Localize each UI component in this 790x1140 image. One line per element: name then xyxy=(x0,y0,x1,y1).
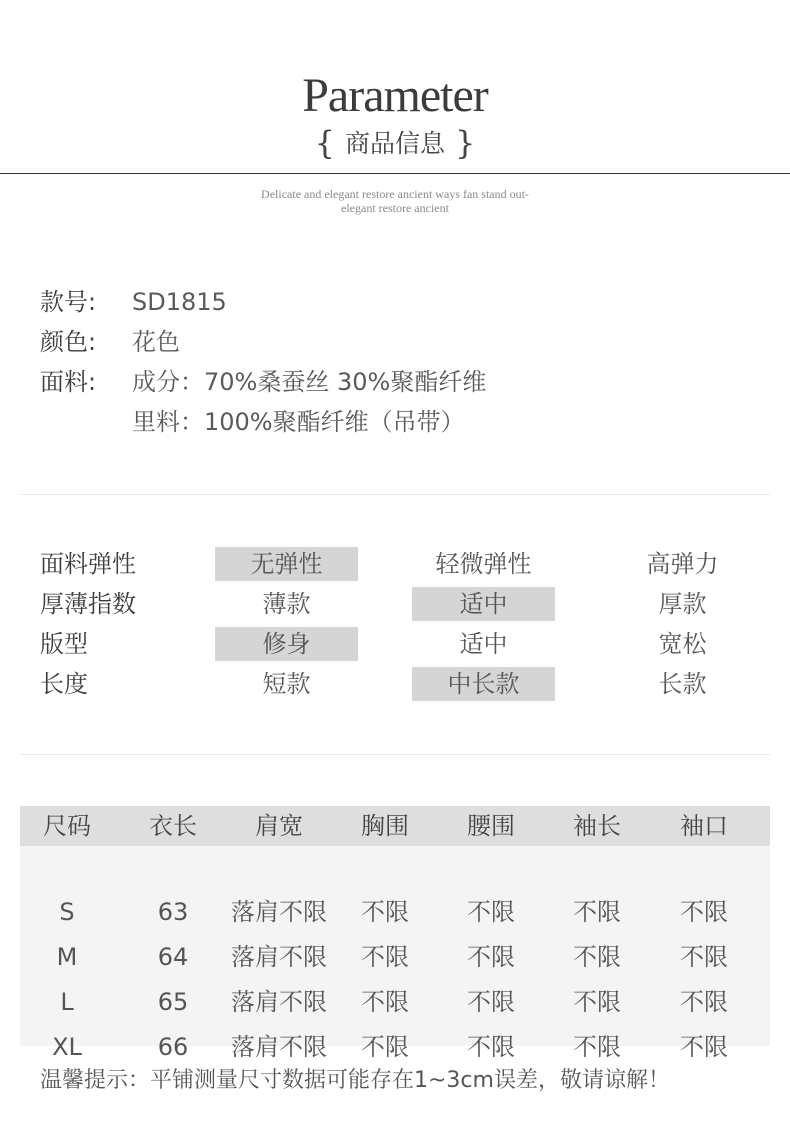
table-row xyxy=(20,1027,770,1067)
subtitle-text: 商品信息 xyxy=(344,129,445,158)
attribute-grid xyxy=(0,545,790,705)
size-table-body xyxy=(20,846,770,1061)
table-cell: 不限 xyxy=(680,988,728,1016)
column-header: 尺码 xyxy=(43,812,91,840)
table-cell: 落肩不限 xyxy=(231,1033,327,1061)
section-divider xyxy=(20,754,770,755)
column-header: 胸围 xyxy=(361,812,409,840)
attribute-option: 短款 xyxy=(262,670,311,698)
column-header: 袖长 xyxy=(573,812,621,840)
table-cell: 不限 xyxy=(680,898,728,926)
table-cell: 不限 xyxy=(573,898,621,926)
attribute-option: 无弹性 xyxy=(215,547,358,581)
attribute-row xyxy=(0,585,790,625)
tagline-line-2: elegant restore ancient xyxy=(341,201,449,215)
table-cell: 64 xyxy=(157,943,189,971)
param-value: 里料：100%聚酯纤维（吊带） xyxy=(132,408,465,436)
table-row xyxy=(20,892,770,932)
column-header: 腰围 xyxy=(467,812,515,840)
table-cell: S xyxy=(59,898,75,926)
table-cell: 不限 xyxy=(680,1033,728,1061)
table-cell: 不限 xyxy=(573,988,621,1016)
size-table xyxy=(20,806,770,1061)
attribute-label: 厚薄指数 xyxy=(40,590,136,618)
table-row xyxy=(20,937,770,977)
left-brace: { xyxy=(314,124,335,162)
attribute-option: 宽松 xyxy=(658,630,707,658)
table-cell: 落肩不限 xyxy=(231,898,327,926)
attribute-option: 厚款 xyxy=(658,590,707,618)
right-brace: } xyxy=(455,124,476,162)
section-divider xyxy=(20,494,770,495)
column-header: 袖口 xyxy=(680,812,728,840)
attribute-row xyxy=(0,545,790,585)
attribute-row xyxy=(0,665,790,705)
attribute-option: 薄款 xyxy=(262,590,311,618)
attribute-label: 版型 xyxy=(40,630,88,658)
measurement-tip: 温馨提示：平铺测量尺寸数据可能存在1~3cm误差，敬请谅解！ xyxy=(40,1068,670,1093)
param-label: 颜色: xyxy=(40,328,97,356)
table-cell: 不限 xyxy=(467,943,515,971)
table-cell: 落肩不限 xyxy=(231,988,327,1016)
table-cell: 不限 xyxy=(361,988,409,1016)
table-row xyxy=(20,982,770,1022)
param-value: 成分：70%桑蚕丝 30%聚酯纤维 xyxy=(132,368,487,396)
param-value: 花色 xyxy=(132,328,180,356)
attribute-option: 适中 xyxy=(459,630,508,658)
tagline xyxy=(0,187,790,215)
table-cell: 不限 xyxy=(573,943,621,971)
attribute-option: 高弹力 xyxy=(646,550,719,578)
attribute-option: 中长款 xyxy=(412,667,555,701)
attribute-option: 适中 xyxy=(412,587,555,621)
attribute-option: 修身 xyxy=(215,627,358,661)
tagline-line-1: Delicate and elegant restore ancient ways fan stand out- xyxy=(261,187,529,201)
table-cell: 不限 xyxy=(573,1033,621,1061)
table-cell: M xyxy=(56,943,78,971)
table-cell: 不限 xyxy=(467,898,515,926)
param-value: SD1815 xyxy=(132,288,227,316)
header-divider xyxy=(0,173,790,174)
table-cell: 65 xyxy=(157,988,189,1016)
page-title: Parameter xyxy=(302,69,488,122)
table-cell: 不限 xyxy=(361,1033,409,1061)
table-cell: 不限 xyxy=(361,943,409,971)
param-label: 面料: xyxy=(40,368,97,396)
table-cell: 66 xyxy=(157,1033,189,1061)
param-label: 款号: xyxy=(40,288,97,316)
attribute-label: 长度 xyxy=(40,670,88,698)
table-cell: 63 xyxy=(157,898,189,926)
size-table-header xyxy=(20,806,770,846)
attribute-label: 面料弹性 xyxy=(40,550,136,578)
column-header: 肩宽 xyxy=(255,812,303,840)
table-cell: 不限 xyxy=(467,1033,515,1061)
page-subtitle xyxy=(0,124,790,162)
attribute-option: 长款 xyxy=(658,670,707,698)
attribute-row xyxy=(0,625,790,665)
table-cell: 落肩不限 xyxy=(231,943,327,971)
table-cell: XL xyxy=(52,1033,82,1061)
attribute-option: 轻微弹性 xyxy=(435,550,532,578)
table-cell: 不限 xyxy=(680,943,728,971)
column-header: 衣长 xyxy=(149,812,197,840)
table-cell: 不限 xyxy=(467,988,515,1016)
table-cell: L xyxy=(60,988,74,1016)
table-cell: 不限 xyxy=(361,898,409,926)
